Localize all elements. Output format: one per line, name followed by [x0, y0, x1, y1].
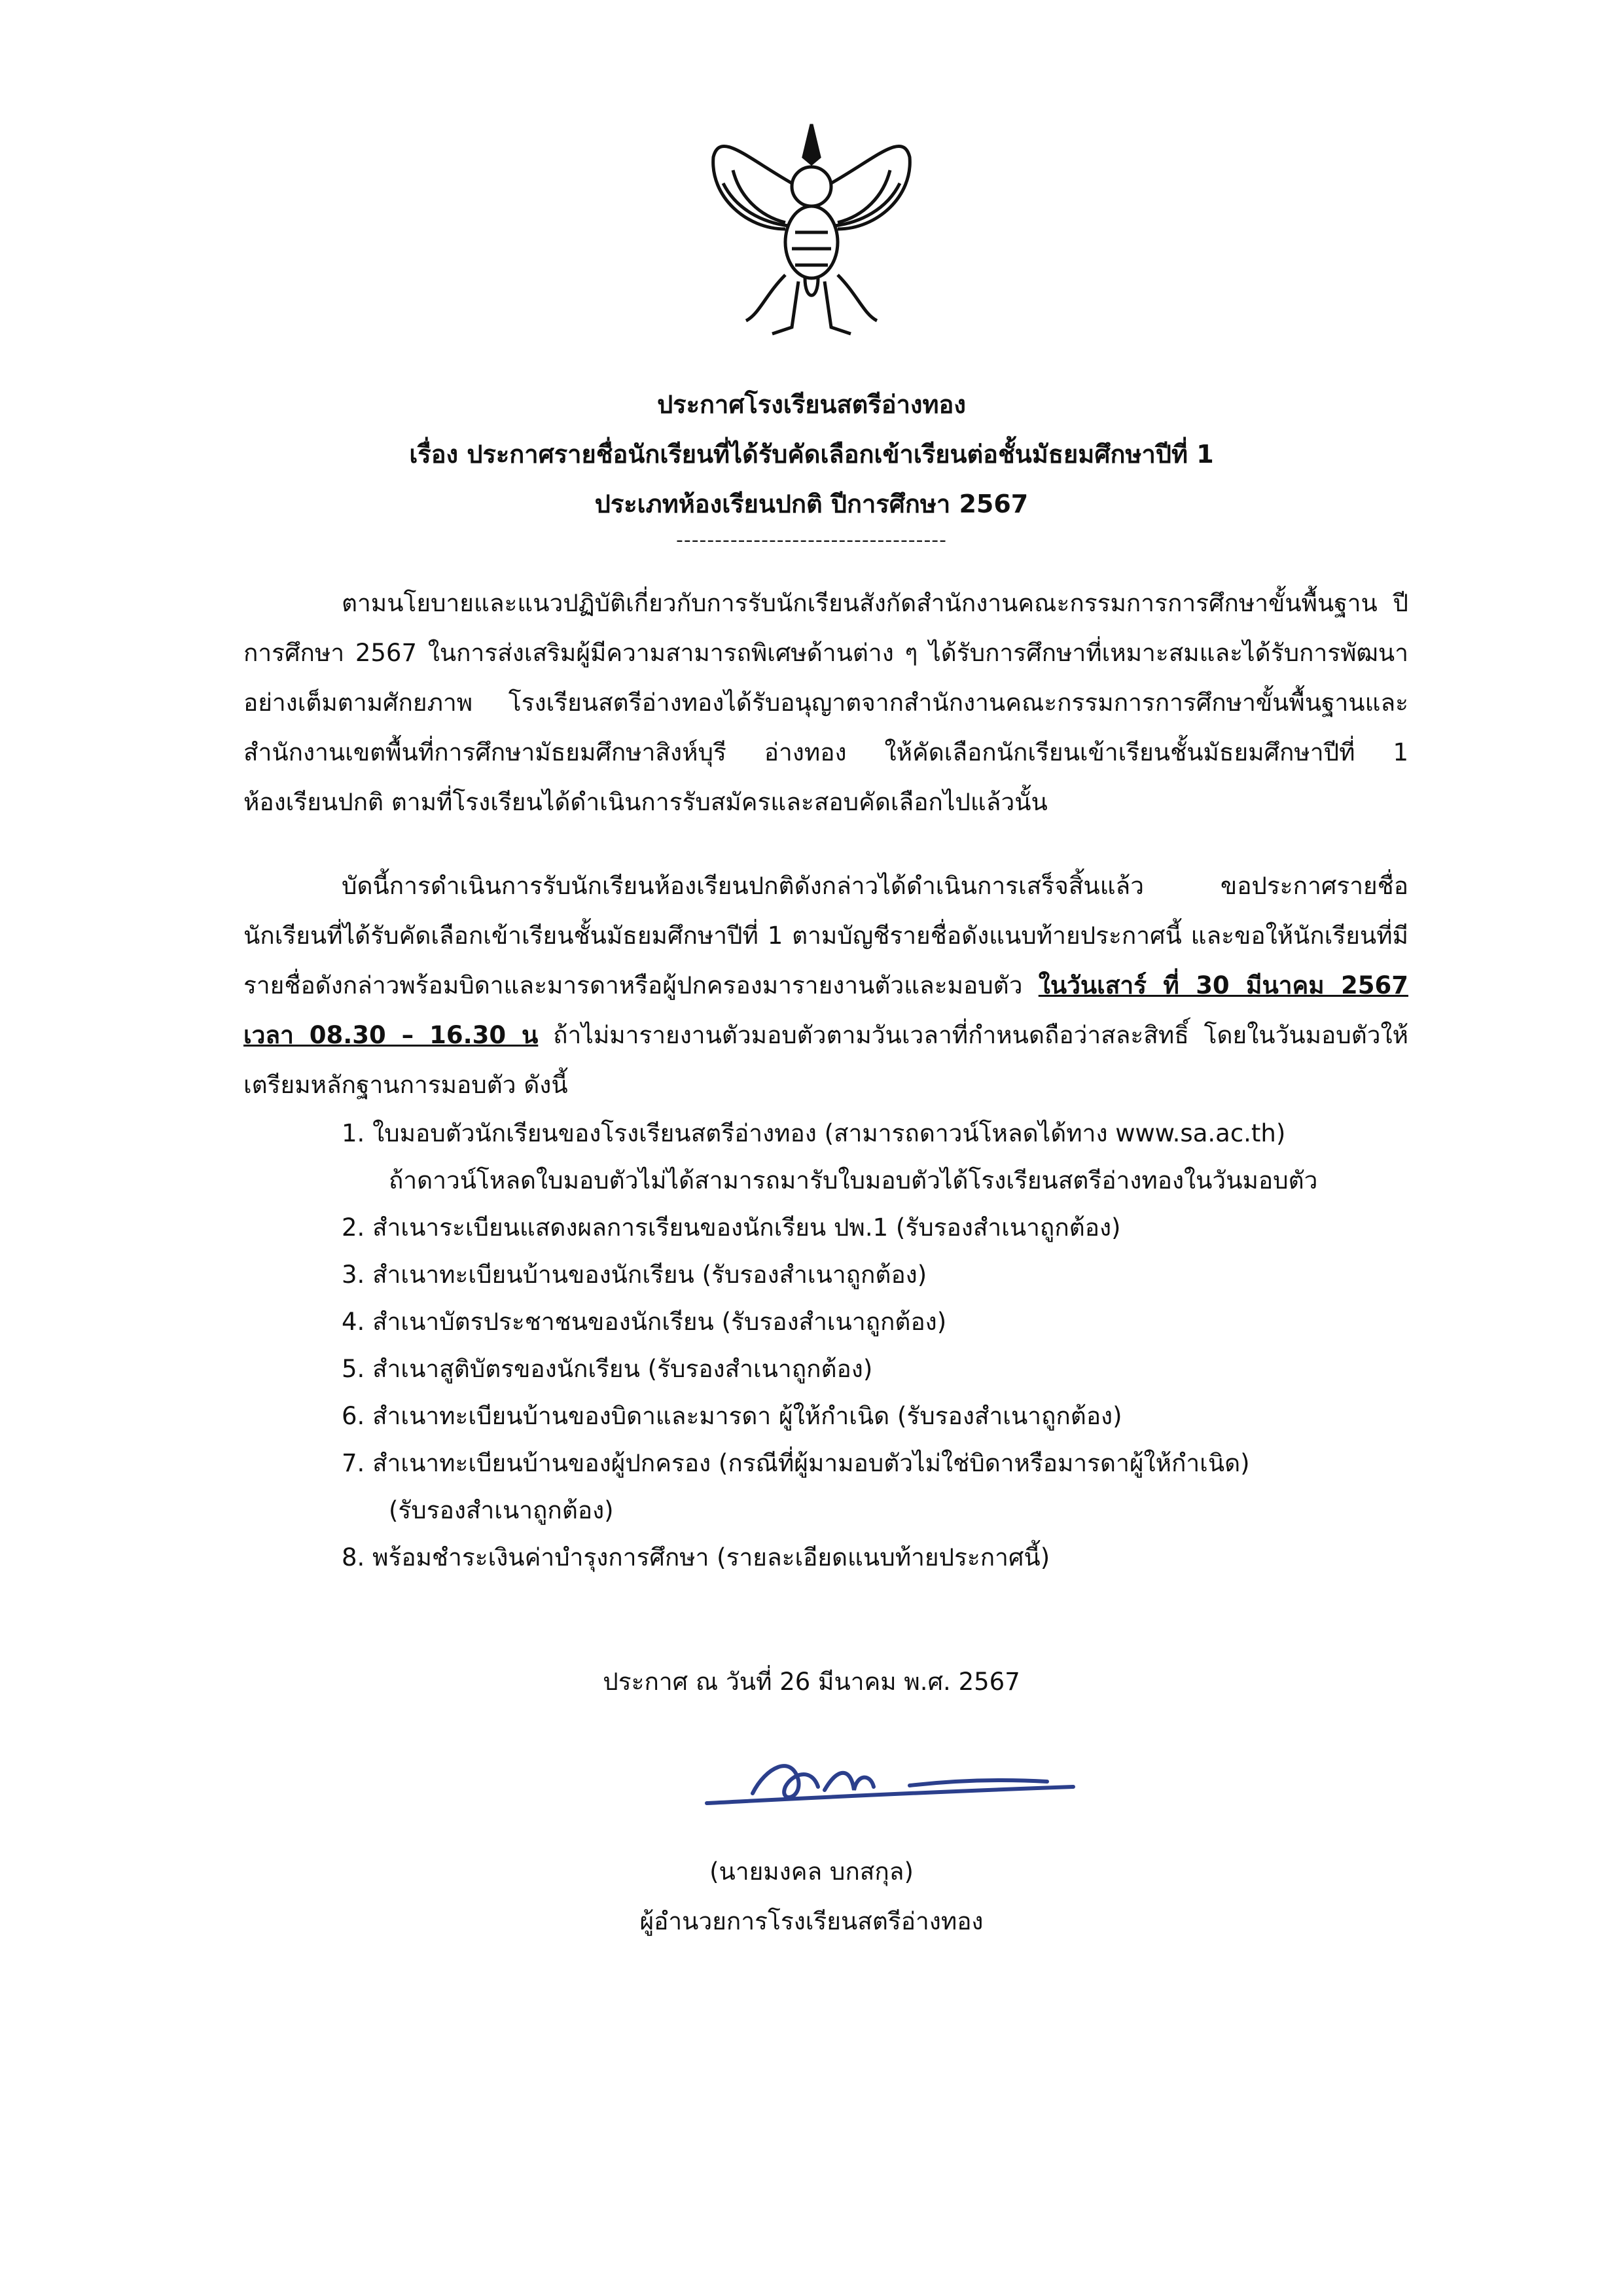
paragraph-notice [243, 861, 1408, 1110]
signer-position: ผู้อำนวยการโรงเรียนสตรีอ่างทอง [639, 1907, 984, 1935]
paragraph-intro: ตามนโยบายและแนวปฏิบัติเกี่ยวกับการรับนักเรียนสังกัดสำนักงานคณะกรรมการการศึกษาขั้นพื้นฐาน ปีการศึกษา 2567 ในการส่งเสริมผู้มีความสามารถพิเศษด้านต่าง ๆ ได้รับการศึกษาที่เหมาะสมและได้รับการพัฒนาอย่างเต็มตามศักยภาพ โรงเรียนสตรีอ่างทองได้รับอนุญาตจากสำนักงานคณะกรรมการการศึกษาขั้นพื้นฐานและสำนักงานเขตพื้นที่การศึกษามัธยมศึกษาสิงห์บุรี อ่างทอง ให้คัดเลือกนักเรียนเข้าเรียนชั้นมัธยมศึกษาปีที่ 1 ห้องเรียนปกติ ตามที่โรงเรียนได้ดำเนินการรับสมัครและสอบคัดเลือกไปแล้วนั้น [243, 589, 1408, 816]
list-item: (รับรองสำเนาถูกต้อง) [389, 1496, 614, 1524]
signature-icon [694, 1741, 1086, 1820]
announcement-title: ประกาศโรงเรียนสตรีอ่างทอง [657, 390, 966, 419]
signer-name: (นายมงคล บกสกุล) [709, 1857, 914, 1886]
garuda-emblem-icon [707, 118, 916, 340]
announcement-category: ประเภทห้องเรียนปกติ ปีการศึกษา 2567 [594, 490, 1029, 518]
list-item: 3. สำเนาทะเบียนบ้านของนักเรียน (รับรองสำเนาถูกต้อง) [342, 1261, 927, 1289]
list-item: 1. ใบมอบตัวนักเรียนของโรงเรียนสตรีอ่างทอง (สามารถดาวน์โหลดได้ทาง www.sa.ac.th) [342, 1119, 1286, 1147]
list-item: ถ้าดาวน์โหลดใบมอบตัวไม่ได้สามารถมารับใบมอบตัวได้โรงเรียนสตรีอ่างทองในวันมอบตัว [389, 1166, 1318, 1194]
required-documents-list [342, 1110, 1454, 1581]
list-item: 8. พร้อมชำระเงินค่าบำรุงการศึกษา (รายละเอียดแนบท้ายประกาศนี้) [342, 1543, 1050, 1571]
announcement-subject: เรื่อง ประกาศรายชื่อนักเรียนที่ได้รับคัดเลือกเข้าเรียนต่อชั้นมัธยมศึกษาปีที่ 1 [409, 440, 1214, 469]
list-item: 5. สำเนาสูติบัตรของนักเรียน (รับรองสำเนาถูกต้อง) [342, 1355, 873, 1383]
title-separator: ----------------------------------- [676, 529, 947, 552]
list-item: 2. สำเนาระเบียนแสดงผลการเรียนของนักเรียน ปพ.1 (รับรองสำเนาถูกต้อง) [342, 1213, 1121, 1242]
paragraph-notice-text-end: ถ้าไม่มารายงานตัวมอบตัวตามวันเวลาที่กำหนดถือว่าสละสิทธิ์ โดยในวันมอบตัวให้เตรียมหลักฐานการมอบตัว ดังนี้ [243, 1021, 1408, 1099]
paragraph-notice-text: บัดนี้การดำเนินการรับนักเรียนห้องเรียนปกติดังกล่าวได้ดำเนินการเสร็จสิ้นแล้ว ขอประกาศรายชื่อนักเรียนที่ได้รับคัดเลือกเข้าเรียนชั้นมัธยมศึกษาปีที่ 1 ตามบัญชีรายชื่อดังแนบท้ายประกาศนี้ และขอให้นักเรียนที่มีรายชื่อดังกล่าวพร้อมบิดาและมารดาหรือผู้ปกครองมารายงานตัวและมอบตัว [243, 872, 1408, 999]
reporting-date-highlight: ในวันเสาร์ ที่ 30 มีนาคม 2567 เวลา 08.30 – 16.30 น [243, 971, 1409, 1049]
list-item: 6. สำเนาทะเบียนบ้านของบิดาและมารดา ผู้ให้กำเนิด (รับรองสำเนาถูกต้อง) [342, 1402, 1122, 1430]
list-item: 4. สำเนาบัตรประชาชนของนักเรียน (รับรองสำเนาถูกต้อง) [342, 1308, 947, 1336]
announcement-date: ประกาศ ณ วันที่ 26 มีนาคม พ.ศ. 2567 [603, 1668, 1020, 1696]
list-item: 7. สำเนาทะเบียนบ้านของผู้ปกครอง (กรณีที่ผู้มามอบตัวไม่ใช่บิดาหรือมารดาผู้ให้กำเนิด) [342, 1449, 1250, 1477]
